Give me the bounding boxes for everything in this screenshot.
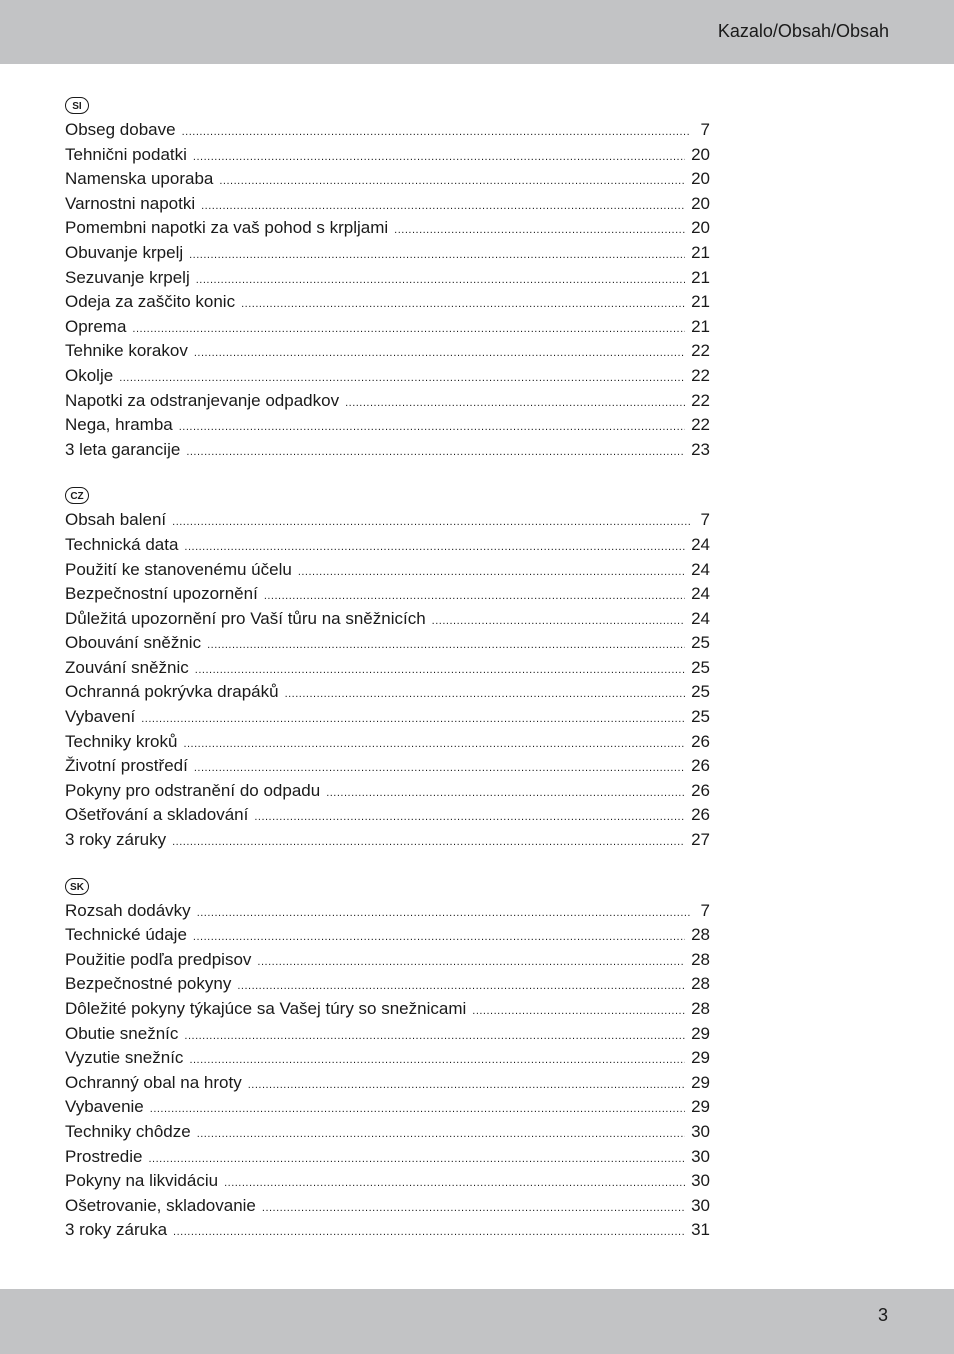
toc-entry-page: 20 <box>691 193 710 213</box>
language-badge: SK <box>65 878 89 895</box>
toc-entry-label: Okolje <box>65 365 114 385</box>
toc-entry-label: Pokyny na likvidáciu <box>65 1171 219 1191</box>
toc-entry-label: Technické údaje <box>65 925 187 945</box>
toc-entry-page: 22 <box>691 341 710 361</box>
dot-leader <box>248 1073 685 1098</box>
toc-entry <box>65 899 710 924</box>
toc-entry-page: 24 <box>691 559 710 579</box>
dot-leader <box>197 901 690 926</box>
toc-entry-label: Nega, hramba <box>65 415 173 435</box>
dot-leader <box>172 510 690 535</box>
toc-entry-page: 31 <box>691 1220 710 1240</box>
dot-leader <box>237 974 685 999</box>
toc-entry-label: Dôležité pokyny týkajúce sa Vašej túry so snežnicami <box>65 999 467 1018</box>
toc-entry-page: 25 <box>691 633 710 653</box>
dot-leader <box>148 1147 685 1172</box>
toc-entry <box>65 389 710 414</box>
toc-entry-label: Obsah balení <box>65 510 167 530</box>
toc-entry-label: Napotki za odstranjevanje odpadkov <box>65 390 340 410</box>
dot-leader <box>184 535 685 560</box>
dot-leader <box>219 169 685 194</box>
dot-leader <box>241 292 685 317</box>
dot-leader <box>184 1024 685 1049</box>
toc-section-si <box>65 96 710 462</box>
toc-entry <box>65 364 710 389</box>
dot-leader <box>141 707 685 732</box>
dot-leader <box>197 1122 685 1147</box>
dot-leader <box>196 268 685 293</box>
toc-entry-label: Obutie snežníc <box>65 1023 179 1043</box>
toc-entry-label: Bezpečnostní upozornění <box>65 584 258 604</box>
toc-entry <box>65 680 710 705</box>
dot-leader <box>189 1048 685 1073</box>
dot-leader <box>173 1220 685 1245</box>
toc-entry-page: 20 <box>691 144 710 164</box>
dot-leader <box>201 194 685 219</box>
toc-entry-page: 22 <box>691 365 710 385</box>
toc-entry-label: 3 roky záruky <box>65 830 167 850</box>
toc-entry-page: 25 <box>691 682 710 702</box>
toc-entry-page: 28 <box>691 925 710 945</box>
toc-entry-page: 30 <box>691 1171 710 1191</box>
toc-entry-page: 24 <box>691 534 710 554</box>
toc-entry-page: 28 <box>691 949 710 969</box>
toc-entry-page: 24 <box>691 584 710 604</box>
toc-entry-label: Obseg dobave <box>65 120 176 139</box>
toc-entry-label: Životní prostředí <box>65 756 188 776</box>
dot-leader <box>195 658 685 683</box>
toc-entry <box>65 533 710 558</box>
toc-entry-label: Varnostni napotki <box>65 193 196 213</box>
toc-entry-label: Techniky kroků <box>65 731 178 751</box>
toc-entry <box>65 192 710 217</box>
dot-leader <box>207 633 685 658</box>
toc-entry <box>65 779 710 804</box>
toc-entry-label: Ochranná pokrývka drapáků <box>65 682 279 702</box>
toc-entry-label: Obuvanje krpelj <box>65 242 184 262</box>
toc-entry <box>65 948 710 973</box>
dot-leader <box>132 317 685 342</box>
dot-leader <box>472 999 685 1024</box>
toc-entry <box>65 828 710 853</box>
toc-entry-label: Obouvání sněžnic <box>65 633 202 653</box>
toc-entry-page: 21 <box>691 292 710 312</box>
toc-section-sk <box>65 877 710 1243</box>
toc-entry-label: Oprema <box>65 316 127 336</box>
header-bar <box>0 0 954 64</box>
toc-entry <box>65 290 710 315</box>
language-badge: SI <box>65 97 89 114</box>
header-title: Kazalo/Obsah/Obsah <box>717 21 889 41</box>
toc-entry-page: 25 <box>691 657 710 677</box>
toc-entry-label: Rozsah dodávky <box>65 900 191 920</box>
toc-entry <box>65 315 710 340</box>
toc-entry-page: 20 <box>691 218 710 238</box>
toc-section-cz <box>65 486 710 852</box>
dot-leader <box>326 781 685 806</box>
toc-entry <box>65 508 710 533</box>
toc-entry <box>65 730 710 755</box>
toc-entry <box>65 241 710 266</box>
toc-entry-label: Ošetřování a skladování <box>65 805 249 825</box>
toc-entry-label: Bezpečnostné pokyny <box>65 974 232 994</box>
dot-leader <box>193 145 685 170</box>
dot-leader <box>298 560 685 585</box>
toc-entry <box>65 339 710 364</box>
toc-entry <box>65 438 710 463</box>
toc-entry <box>65 582 710 607</box>
toc-entry-label: Vyzutie snežníc <box>65 1048 184 1068</box>
toc-entry-page: 30 <box>691 1195 710 1215</box>
dot-leader <box>189 243 685 268</box>
dot-leader <box>254 805 685 830</box>
toc-entry <box>65 1095 710 1120</box>
toc-entry-label: Ochranný obal na hroty <box>65 1072 242 1092</box>
toc-entry-label: Sezuvanje krpelj <box>65 267 190 287</box>
dot-leader <box>150 1097 685 1122</box>
toc-entry <box>65 118 710 143</box>
toc-entry-page: 26 <box>691 780 710 800</box>
dot-leader <box>224 1171 685 1196</box>
dot-leader <box>285 682 686 707</box>
toc-entry-page: 29 <box>691 1048 710 1068</box>
dot-leader <box>432 609 685 634</box>
toc-entry <box>65 1218 710 1243</box>
toc-entry-page: 30 <box>691 1121 710 1141</box>
toc-entry-page: 29 <box>691 1023 710 1043</box>
toc-entry-page: 7 <box>700 900 710 920</box>
toc-entry <box>65 558 710 583</box>
toc-entry-page: 26 <box>691 731 710 751</box>
toc-entry <box>65 754 710 779</box>
toc-entry-label: Vybavení <box>65 707 136 727</box>
dot-leader <box>179 415 685 440</box>
toc-entry <box>65 631 710 656</box>
toc-entry <box>65 607 710 632</box>
dot-leader <box>194 756 685 781</box>
toc-entry-page: 21 <box>691 267 710 287</box>
toc-entry <box>65 997 710 1022</box>
dot-leader <box>172 830 685 855</box>
toc-entry-label: 3 roky záruka <box>65 1220 168 1240</box>
toc-entry-label: Tehnični podatki <box>65 144 187 164</box>
dot-leader <box>345 391 685 416</box>
toc-entry <box>65 656 710 681</box>
dot-leader <box>186 440 685 465</box>
toc-entry-label: Prostredie <box>65 1146 143 1166</box>
toc-entry-label: Namenska uporaba <box>65 169 214 189</box>
language-badge: CZ <box>65 487 89 504</box>
dot-leader <box>394 218 685 243</box>
toc-entry-label: Odeja za zaščito konic <box>65 292 236 312</box>
toc-entry <box>65 1145 710 1170</box>
page-number: 3 <box>877 1305 888 1325</box>
toc-entry <box>65 1120 710 1145</box>
toc-entry-label: Důležitá upozornění pro Vaší tůru na sněžnicích <box>65 608 426 628</box>
toc-entry-page: 7 <box>700 510 710 530</box>
toc-entry-page: 30 <box>691 1146 710 1166</box>
table-of-contents <box>65 96 710 1267</box>
toc-entry <box>65 413 710 438</box>
toc-entry-page: 23 <box>691 439 710 459</box>
toc-entry-page: 27 <box>691 830 710 850</box>
dot-leader <box>264 584 685 609</box>
toc-entry-page: 29 <box>691 1097 710 1117</box>
toc-entry-page: 20 <box>691 169 710 189</box>
toc-entry <box>65 972 710 997</box>
toc-entry-page: 26 <box>691 805 710 825</box>
dot-leader <box>257 950 685 975</box>
toc-entry <box>65 705 710 730</box>
toc-entry-label: 3 leta garancije <box>65 439 181 459</box>
toc-entry-label: Vybavenie <box>65 1097 144 1117</box>
toc-entry-label: Techniky chôdze <box>65 1121 191 1141</box>
toc-entry-page: 28 <box>691 974 710 994</box>
toc-entry-label: Pokyny pro odstranění do odpadu <box>65 780 321 800</box>
dot-leader <box>183 732 685 757</box>
toc-entry <box>65 1071 710 1096</box>
dot-leader <box>193 925 685 950</box>
dot-leader <box>182 120 690 145</box>
toc-entry <box>65 143 710 168</box>
toc-entry <box>65 266 710 291</box>
toc-entry <box>65 1194 710 1219</box>
toc-entry <box>65 216 710 241</box>
toc-entry-page: 28 <box>691 999 710 1018</box>
footer-bar <box>0 1289 954 1354</box>
dot-leader <box>119 366 685 391</box>
toc-entry-page: 22 <box>691 390 710 410</box>
toc-entry-label: Použití ke stanovenému účelu <box>65 559 292 579</box>
dot-leader <box>262 1196 685 1221</box>
toc-entry-label: Technická data <box>65 534 179 554</box>
toc-entry <box>65 803 710 828</box>
toc-entry <box>65 1169 710 1194</box>
toc-entry <box>65 1022 710 1047</box>
toc-entry <box>65 923 710 948</box>
toc-entry-label: Tehnike korakov <box>65 341 188 361</box>
toc-entry-page: 21 <box>691 242 710 262</box>
toc-entry-label: Použitie podľa predpisov <box>65 949 252 969</box>
toc-entry-page: 25 <box>691 707 710 727</box>
dot-leader <box>194 341 685 366</box>
toc-entry-label: Pomembni napotki za vaš pohod s krpljami <box>65 218 389 238</box>
toc-entry-page: 21 <box>691 316 710 336</box>
toc-entry-page: 26 <box>691 756 710 776</box>
toc-entry <box>65 167 710 192</box>
toc-entry <box>65 1046 710 1071</box>
toc-entry-page: 22 <box>691 415 710 435</box>
toc-entry-page: 24 <box>691 608 710 628</box>
toc-entry-page: 29 <box>691 1072 710 1092</box>
toc-entry-page: 7 <box>700 120 710 139</box>
toc-entry-label: Ošetrovanie, skladovanie <box>65 1195 256 1215</box>
toc-entry-label: Zouvání sněžnic <box>65 657 189 677</box>
